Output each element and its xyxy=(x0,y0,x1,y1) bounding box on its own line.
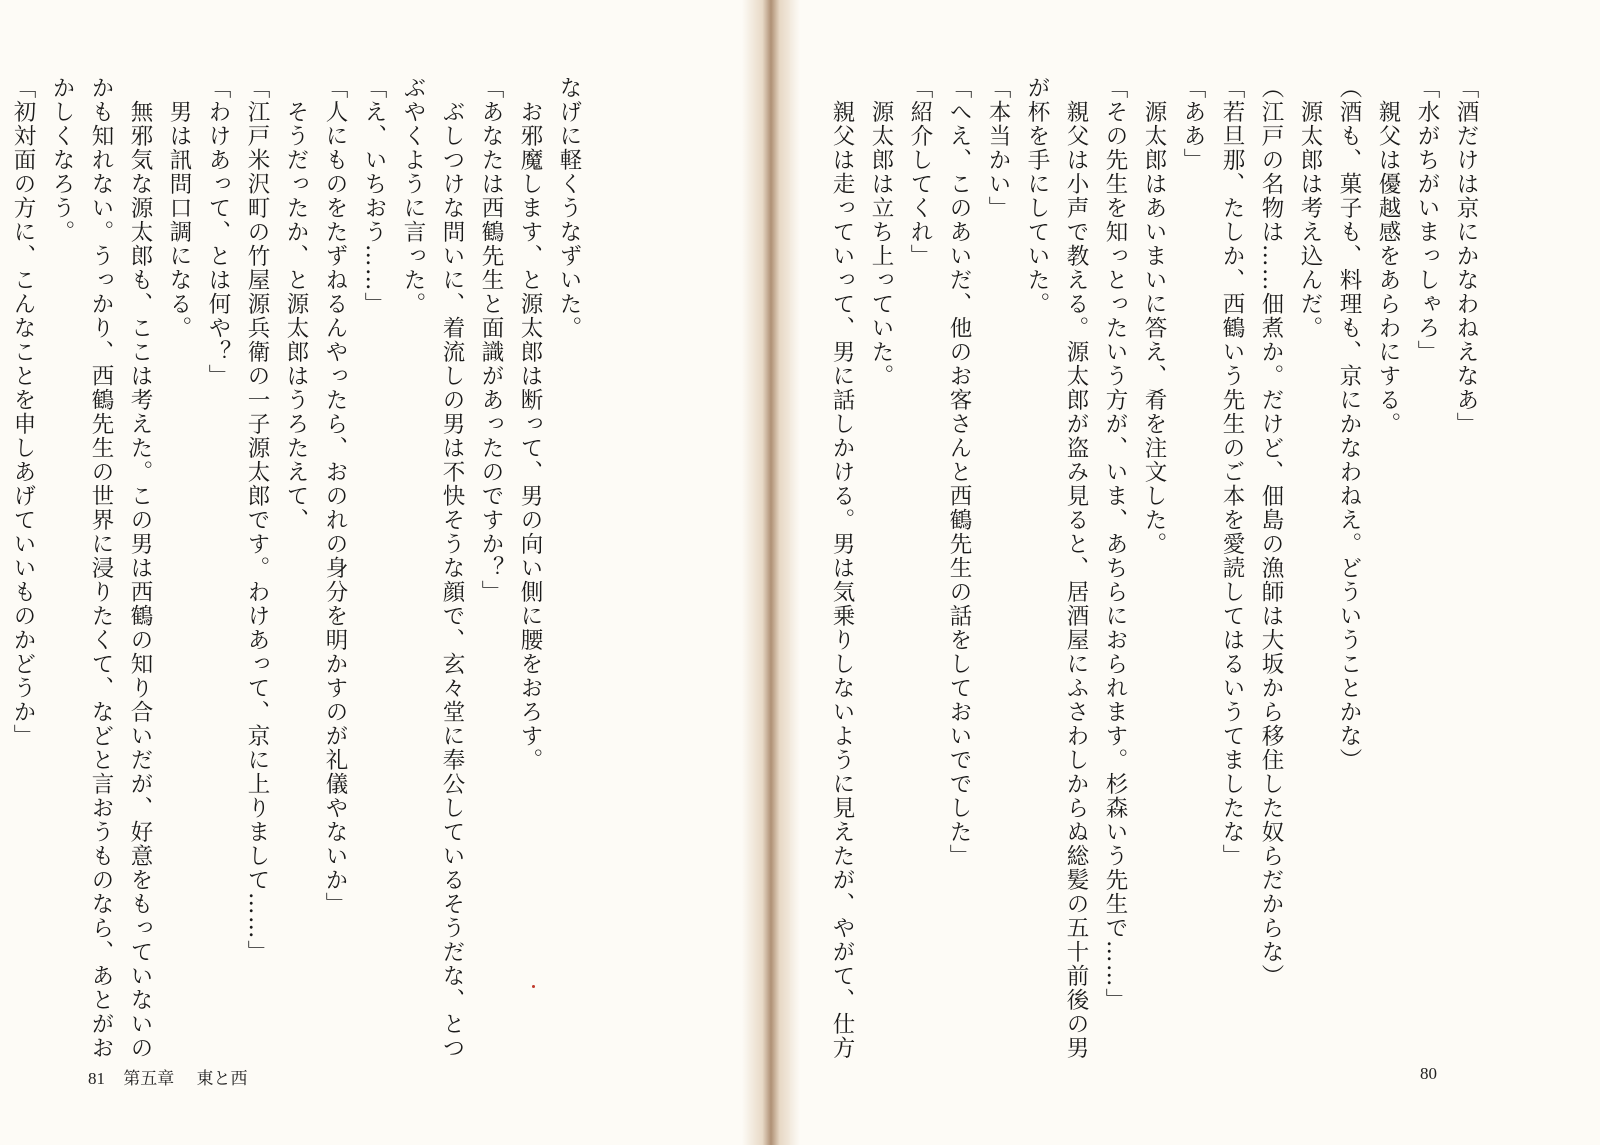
text-line: 「江戸米沢町の竹屋源兵衛の一子源太郎です。わけあって、京に上りまして……」 xyxy=(244,76,270,964)
text-line: ぶやくように言った。 xyxy=(400,76,426,316)
chapter-label: 第五章 xyxy=(123,1069,175,1088)
text-line: （酒も、菓子も、料理も、京にかなわねえ。どういうことかな） xyxy=(1336,76,1362,772)
text-line: 親父は小声で教える。源太郎が盗み見ると、居酒屋にふさわしからぬ総髪の五十前後の男 xyxy=(1063,76,1089,1060)
text-line: ぶしつけな問いに、着流しの男は不快そうな顔で、玄々堂に奉公しているそうだな、とつ xyxy=(439,76,465,1060)
text-line: なげに軽くうなずいた。 xyxy=(556,76,582,340)
text-line: 「人にものをたずねるんやったら、おのれの身分を明かすのが礼儀やないか」 xyxy=(322,76,348,916)
text-line: 源太郎は考え込んだ。 xyxy=(1297,76,1323,340)
book-gutter xyxy=(742,0,800,1145)
text-line: 「紹介してくれ」 xyxy=(907,76,933,268)
text-line: 「え、いちおう……」 xyxy=(361,76,387,316)
text-line: 源太郎は立ち上っていた。 xyxy=(868,76,894,388)
text-line: （江戸の名物は……佃煮か。だけど、佃島の漁師は大坂から移住した奴らだからな） xyxy=(1258,76,1284,988)
left-page xyxy=(0,0,768,1145)
ink-speck xyxy=(532,985,535,988)
text-line: 「初対面の方に、こんなことを申しあげていいものかどうか」 xyxy=(10,76,36,748)
text-line: 親父は優越感をあらわにする。 xyxy=(1375,76,1401,436)
left-page-text xyxy=(0,76,588,1060)
right-page-footer xyxy=(1420,1064,1437,1084)
text-line: そうだったか、と源太郎はうろたえて、 xyxy=(283,76,309,532)
text-line: 無邪気な源太郎も、ここは考えた。この男は西鶴の知り合いだが、好意をもっていないの xyxy=(127,76,153,1060)
text-line: 「本当かい」 xyxy=(985,76,1011,220)
text-line: が杯を手にしていた。 xyxy=(1024,76,1050,316)
text-line: 「ああ」 xyxy=(1180,76,1206,172)
text-line: 親父は走っていって、男に話しかける。男は気乗りしないように見えたが、やがて、仕方 xyxy=(829,76,855,1060)
right-page-text xyxy=(822,76,1485,1060)
page-number: 80 xyxy=(1420,1064,1437,1083)
right-page xyxy=(790,0,1600,1145)
text-line: 「若旦那、たしか、西鶴いう先生のご本を愛読してはるいうてましたな」 xyxy=(1219,76,1245,868)
text-line: かしくなろう。 xyxy=(49,76,75,244)
text-line: 「わけあって、とは何や？」 xyxy=(205,76,231,388)
chapter-title: 東と西 xyxy=(196,1069,248,1088)
text-line: 源太郎はあいまいに答え、肴を注文した。 xyxy=(1141,76,1167,556)
text-line: 男は訊問口調になる。 xyxy=(166,76,192,340)
text-line: 「その先生を知っとったいう方が、いま、あちらにおられます。杉森いう先生で……」 xyxy=(1102,76,1128,1012)
text-line: かも知れない。うっかり、西鶴先生の世界に浸りたくて、などと言おうものなら、あとがお xyxy=(88,76,114,1060)
text-line: 「酒だけは京にかなわねえなあ」 xyxy=(1453,76,1479,436)
page-number: 81 xyxy=(88,1069,105,1088)
text-line: お邪魔します、と源太郎は断って、男の向い側に腰をおろす。 xyxy=(517,76,543,772)
text-line: 「へえ、このあいだ、他のお客さんと西鶴先生の話をしておいででした」 xyxy=(946,76,972,868)
text-line: 「水がちがいまっしゃろ」 xyxy=(1414,76,1440,364)
left-page-footer xyxy=(88,1064,248,1089)
text-line: 「あなたは西鶴先生と面識があったのですか？」 xyxy=(478,76,504,604)
